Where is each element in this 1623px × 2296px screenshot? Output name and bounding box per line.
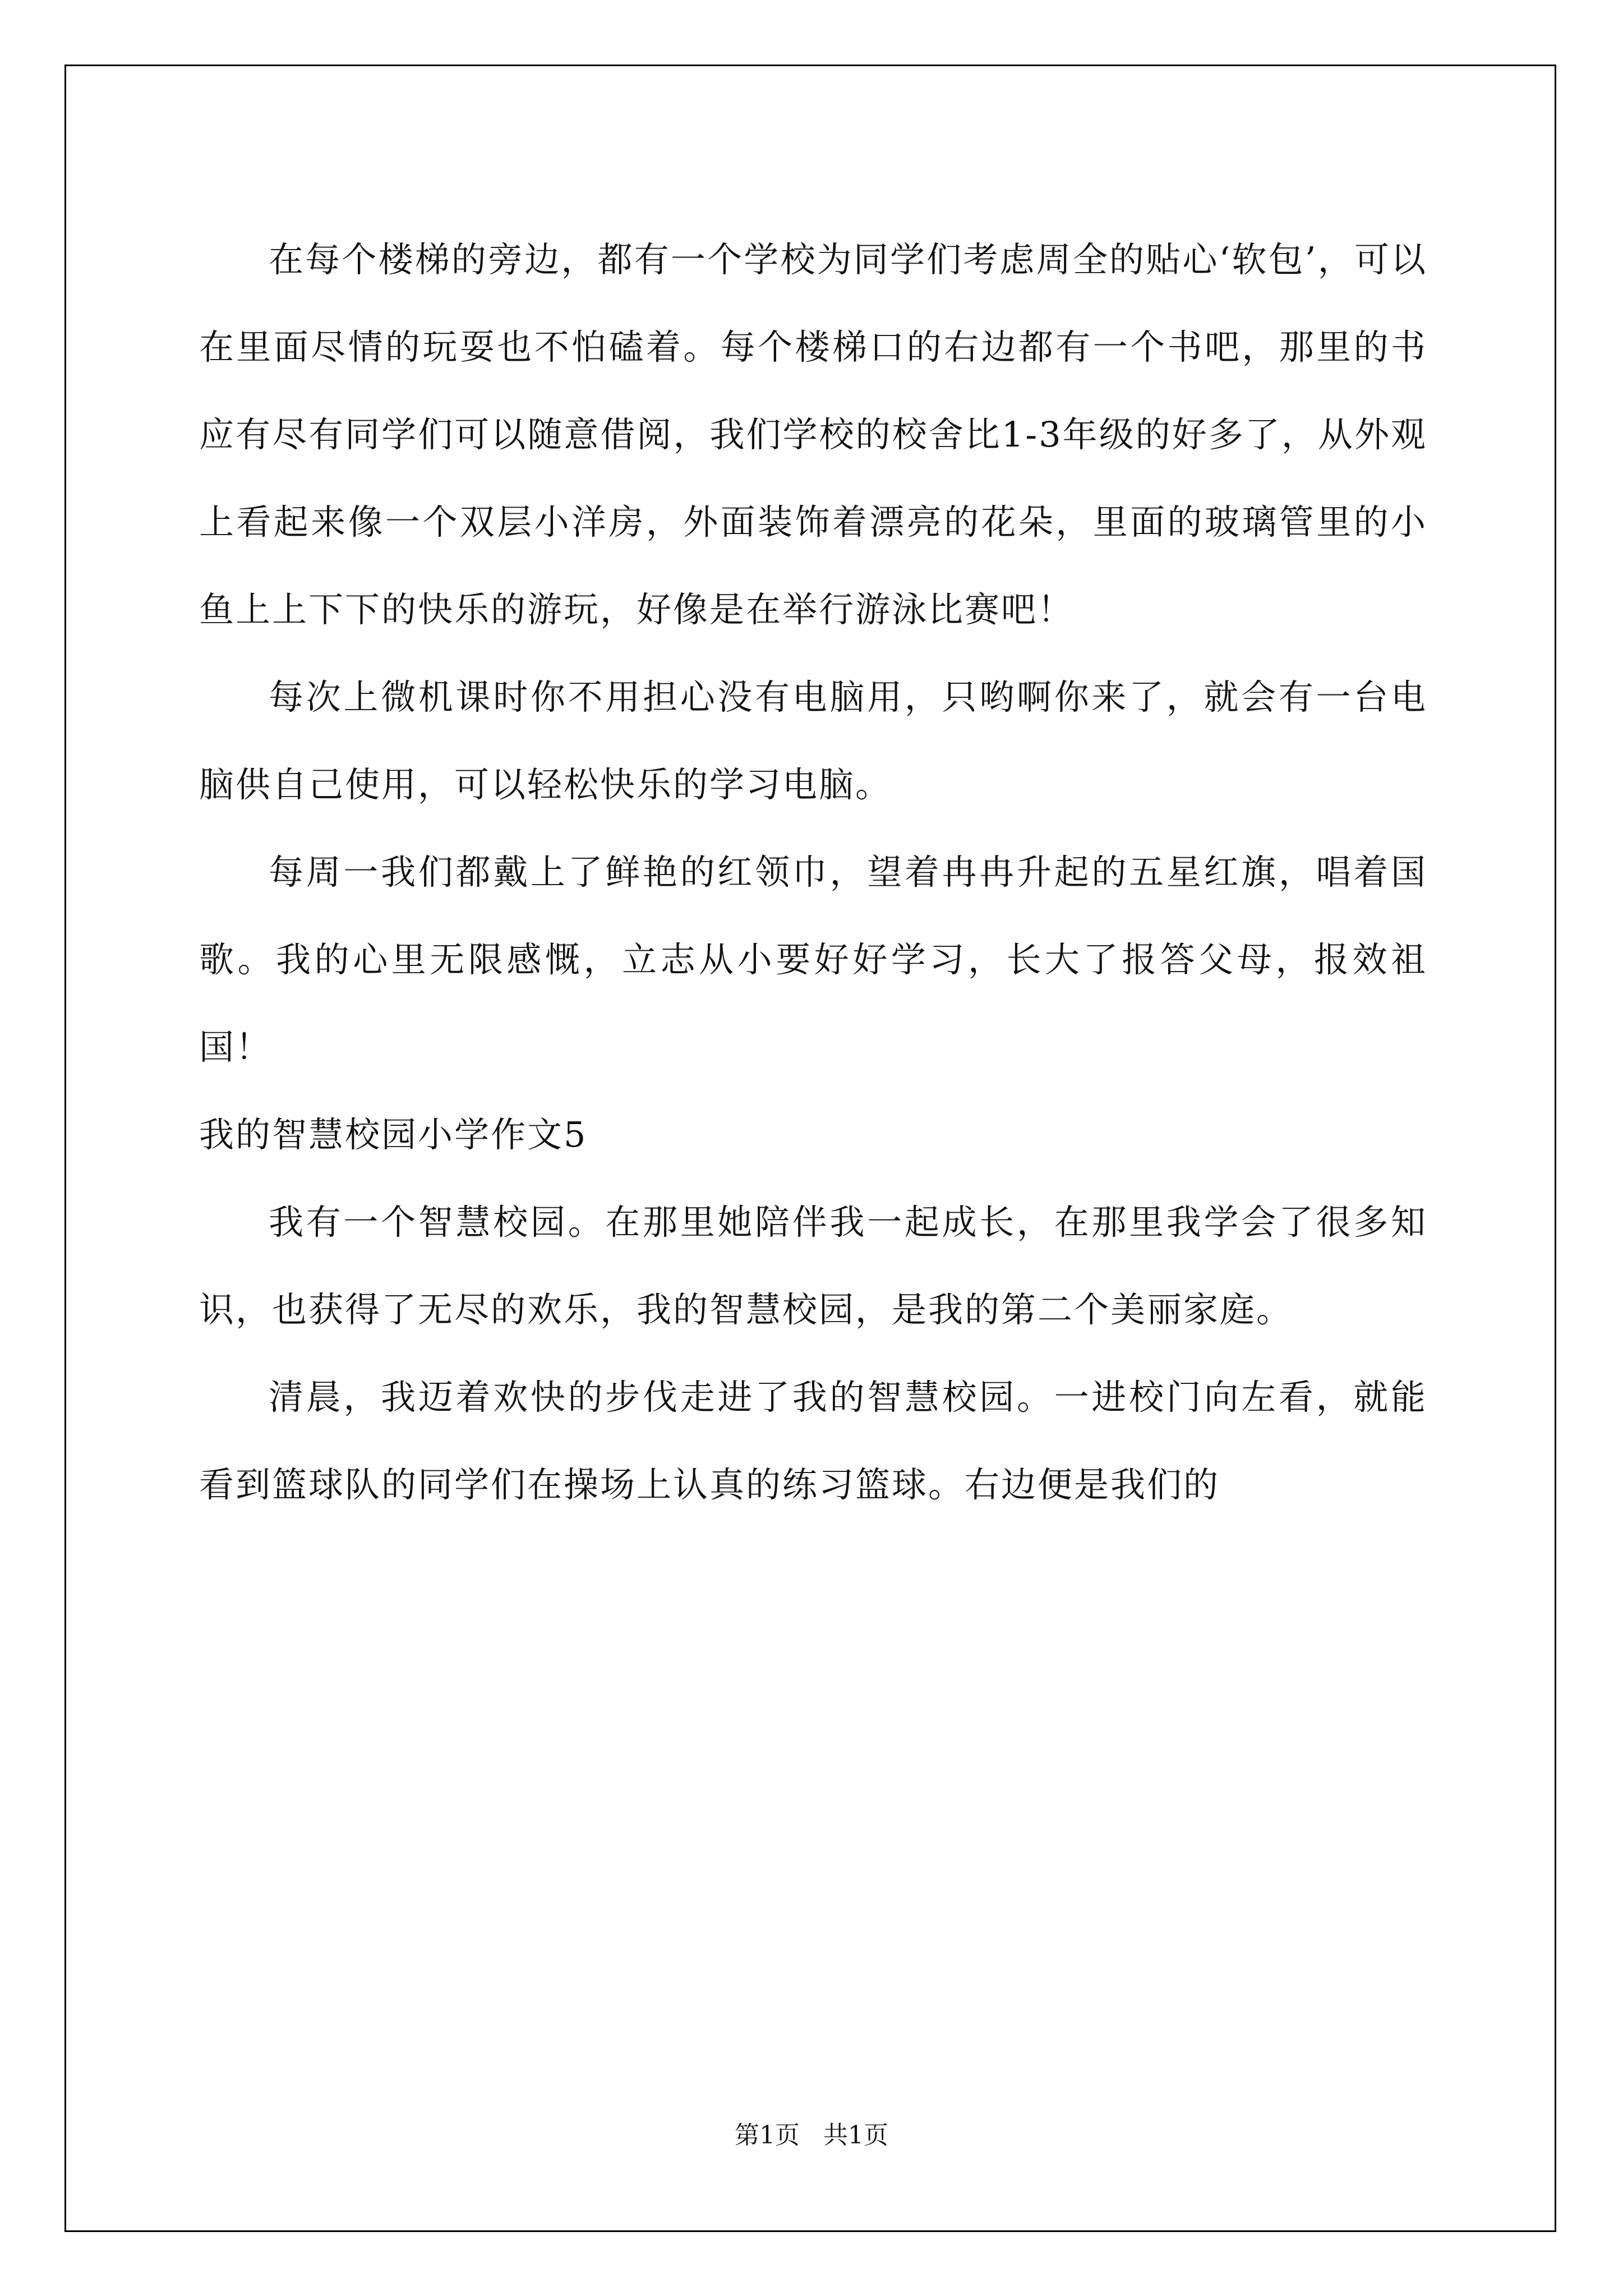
paragraph-5: 清晨，我迈着欢快的步伐走进了我的智慧校园。一进校门向左看，就能看到篮球队的同学们在操场上认真的练习篮球。右边便是我们的 — [199, 1377, 1427, 1505]
paragraph-1: 在每个楼梯的旁边，都有一个学校为同学们考虑周全的贴心‘软包’，可以在里面尽情的玩耍也不怕磕着。每个楼梯口的右边都有一个书吧，那里的书应有尽有同学们可以随意借阅，我们学校的校舍比1-3年级的好多了，从外观上看起来像一个双层小洋房，外面装饰着漂亮的花朵，里面的玻璃管里的小鱼上上下下的快乐的游玩，好像是在举行游泳比赛吧！ — [199, 239, 1427, 630]
paragraph-4: 我有一个智慧校园。在那里她陪伴我一起成长，在那里我学会了很多知识，也获得了无尽的欢乐，我的智慧校园，是我的第二个美丽家庭。 — [199, 1202, 1427, 1330]
section-heading: 我的智慧校园小学作文5 — [199, 1114, 588, 1155]
document-body — [199, 216, 1427, 1529]
paragraph-2: 每次上微机课时你不用担心没有电脑用，只哟啊你来了，就会有一台电脑供自己使用，可以轻松快乐的学习电脑。 — [199, 677, 1427, 805]
page-footer: 第1页 共1页 — [735, 2121, 888, 2150]
paragraph-3: 每周一我们都戴上了鲜艳的红领巾，望着冉冉升起的五星红旗，唱着国歌。我的心里无限感慨，立志从小要好好学习，长大了报答父母，报效祖国！ — [199, 852, 1427, 1068]
